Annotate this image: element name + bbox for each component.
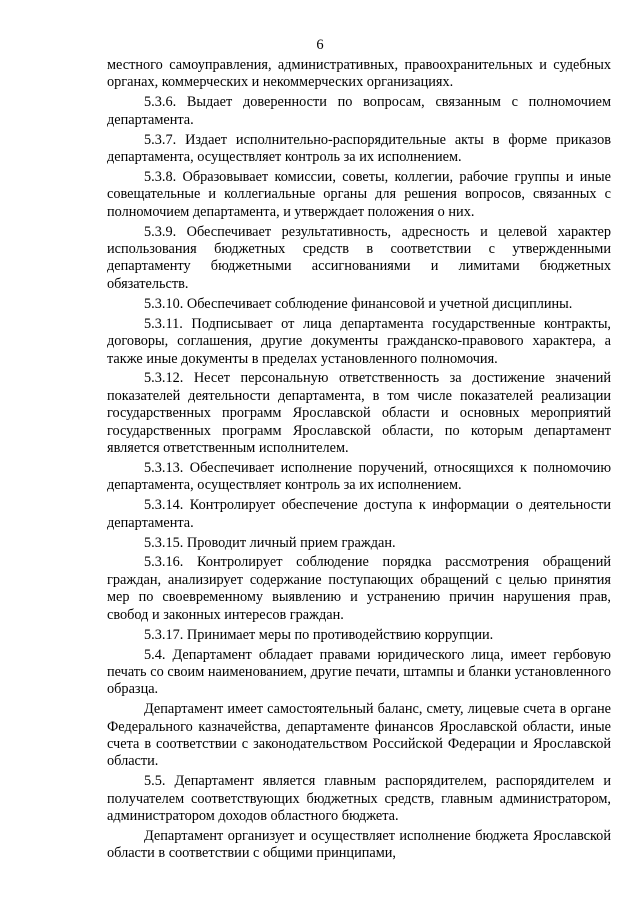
paragraph-5-3-8: 5.3.8. Образовывает комиссии, советы, коллегии, рабочие группы и иные совещательные и коллегиальные органы для решения вопросов, связанных с полномочием департамента, и утверждает положения о них. bbox=[107, 168, 611, 220]
paragraph-continuation: местного самоуправления, административных, правоохранительных и судебных органах, коммерческих и некоммерческих организациях. bbox=[107, 57, 611, 91]
paragraph-5-3-14: 5.3.14. Контролирует обеспечение доступа к информации о деятельности департамента. bbox=[107, 497, 611, 531]
document-body bbox=[107, 57, 611, 863]
paragraph-5-3-10: 5.3.10. Обеспечивает соблюдение финансовой и учетной дисциплины. bbox=[144, 295, 573, 312]
paragraph-balance: Департамент имеет самостоятельный баланс, смету, лицевые счета в органе Федерального казначейства, департаменте финансов Ярославской области, иные счета в соответствии с законодательством Российской Федерации и Ярославской области. bbox=[107, 701, 611, 770]
paragraph-5-3-9: 5.3.9. Обеспечивает результативность, адресность и целевой характер использования бюджетных средств в соответствии с утвержденными департаменту бюджетными ассигнованиями и лимитами бюджетных обязательств. bbox=[107, 223, 611, 292]
paragraph-5-4: 5.4. Департамент обладает правами юридического лица, имеет гербовую печать со своим наименованием, другие печати, штампы и бланки установленного образца. bbox=[107, 646, 611, 698]
paragraph-5-3-15: 5.3.15. Проводит личный прием граждан. bbox=[144, 534, 396, 551]
paragraph-5-3-17: 5.3.17. Принимает меры по противодействию коррупции. bbox=[144, 626, 494, 643]
paragraph-budget-execution: Департамент организует и осуществляет исполнение бюджета Ярославской области в соответствии с общими принципами, bbox=[107, 828, 611, 862]
paragraph-5-5: 5.5. Департамент является главным распорядителем, распорядителем и получателем соответствующих бюджетных средств, главным администратором, администратором доходов областного бюджета. bbox=[107, 773, 611, 825]
paragraph-5-3-7: 5.3.7. Издает исполнительно-распорядительные акты в форме приказов департамента, осуществляет контроль за их исполнением. bbox=[107, 131, 611, 166]
paragraph-5-3-11: 5.3.11. Подписывает от лица департамента государственные контракты, договоры, соглашения, другие документы гражданско-правового характера, а также иные документы в пределах установленного полномочия. bbox=[107, 315, 611, 367]
paragraph-5-3-12: 5.3.12. Несет персональную ответственность за достижение значений показателей деятельности департамента, в том числе показателей реализации государственных программ Ярославской области и основных мероприятий государственных программ Ярославской области, по которым департамент является ответственным исполнителем. bbox=[107, 370, 611, 457]
paragraph-5-3-16: 5.3.16. Контролирует соблюдение порядка рассмотрения обращений граждан, анализирует содержание поступающих обращений с целью принятия мер по своевременному выявлению и устранению причин нарушения прав, свобод и законных интересов граждан. bbox=[107, 554, 611, 623]
paragraph-5-3-6: 5.3.6. Выдает доверенности по вопросам, связанным с полномочием департамента. bbox=[107, 94, 611, 128]
paragraph-5-3-13: 5.3.13. Обеспечивает исполнение поручений, относящихся к полномочию департамента, осуществляет контроль за их исполнением. bbox=[107, 459, 611, 494]
page-number: 6 bbox=[316, 37, 324, 53]
